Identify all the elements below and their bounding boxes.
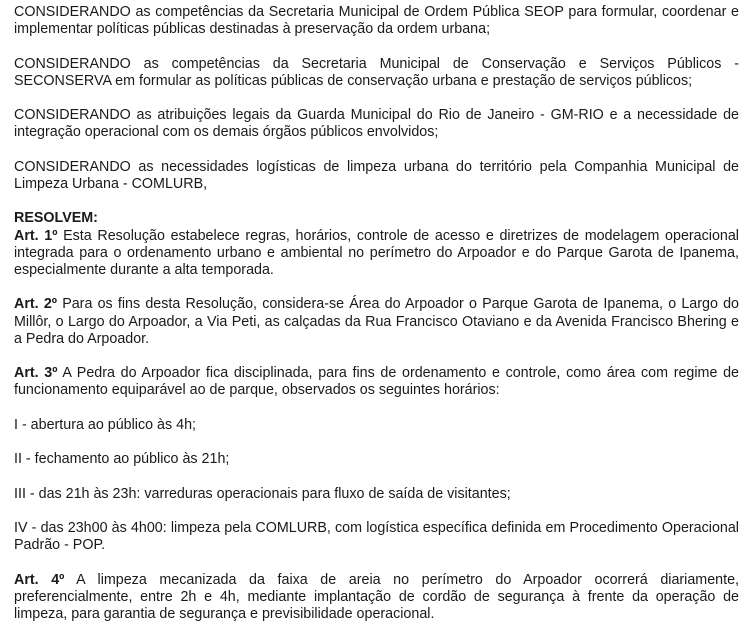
considerando-seop: CONSIDERANDO as competências da Secretaria Municipal de Ordem Pública SEOP para formular, coordenar e implementar políticas públicas destinadas à preservação da ordem urbana; xyxy=(14,4,739,38)
article-1 xyxy=(14,228,739,280)
article-3 xyxy=(14,365,739,399)
article-2-text: Para os fins desta Resolução, considera-se Área do Arpoador o Parque Garota de Ipanema, o Largo do Millôr, o Largo do Arpoador, a Via Peti, as calçadas da Rua Francisco Otaviano e da Avenida Francisco Bhering e a Pedra do Arpoador. xyxy=(14,296,739,347)
article-4 xyxy=(14,572,739,624)
considerando-gm-rio: CONSIDERANDO as atribuições legais da Guarda Municipal do Rio de Janeiro - GM-RIO e a necessidade de integração operacional com os demais órgãos públicos envolvidos; xyxy=(14,107,739,141)
article-1-label: Art. 1º xyxy=(14,227,58,244)
considerando-comlurb: CONSIDERANDO as necessidades logísticas de limpeza urbana do território pela Companhia Municipal de Limpeza Urbana - COMLURB, xyxy=(14,158,739,192)
article-3-text: A Pedra do Arpoador fica disciplinada, para fins de ordenamento e controle, como área com regime de funcionamento equiparável ao de parque, observados os seguintes horários: xyxy=(14,365,739,399)
article-3-label: Art. 3º xyxy=(14,365,58,382)
resolution-document xyxy=(14,4,739,623)
article-2 xyxy=(14,296,739,348)
article-3-item-iv: IV - das 23h00 às 4h00: limpeza pela COMLURB, com logística específica definida em Procedimento Operacional Padrão - POP. xyxy=(14,519,739,554)
article-3-item-iii: III - das 21h às 23h: varreduras operacionais para fluxo de saída de visitantes; xyxy=(14,485,511,502)
considerando-seconserva: CONSIDERANDO as competências da Secretaria Municipal de Conservação e Serviços Públicos - SECONSERVA em formular as políticas públicas de conservação urbana e prestação de serviços públicos; xyxy=(14,55,739,89)
resolvem-heading: RESOLVEM: xyxy=(14,210,98,227)
article-3-item-ii: II - fechamento ao público às 21h; xyxy=(14,451,230,468)
article-3-item-i: I - abertura ao público às 4h; xyxy=(14,416,196,433)
article-2-label: Art. 2º xyxy=(14,296,57,313)
article-1-text: Esta Resolução estabelece regras, horários, controle de acesso e diretrizes de modelagem operacional integrada para o ordenamento urbano e ambiental no perímetro do Arpoador e do Parque Garota de Ipanema, especialmente durante a alta temporada. xyxy=(14,227,739,278)
article-4-label: Art. 4º xyxy=(14,571,65,588)
article-4-text: A limpeza mecanizada da faixa de areia no perímetro do Arpoador ocorrerá diariamente, preferencialmente, entre 2h e 4h, mediante implantação de cordão de segurança à frente da operação de limpeza, para garantia de segurança e previsibilidade operacional. xyxy=(14,571,739,622)
